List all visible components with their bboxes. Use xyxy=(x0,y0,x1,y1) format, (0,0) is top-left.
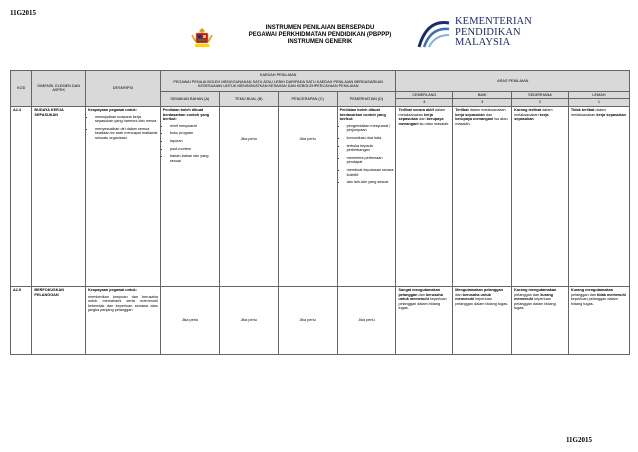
semakan-item: • minit mesyuarat xyxy=(170,124,217,129)
desk-item: • mewujudkan suasana kerja sepasukan yang harmoni dan mesra xyxy=(95,115,158,124)
pemerhatian-item: • pengendalian mesyuarat / perjumpaan xyxy=(347,124,394,133)
title-line-1: INSTRUMEN PENILAIAN BERSEPADU xyxy=(265,25,375,31)
header-baik: BAIK xyxy=(453,91,512,99)
header-pemerhatian: PEMERHATIAN (D) xyxy=(337,91,396,106)
kpm-logo xyxy=(415,16,532,59)
header-temubual: TEMU BUAL (B) xyxy=(219,91,278,106)
header-kaedah-title: KAEDAH PENILAIAN xyxy=(259,73,297,77)
semakan-item: • post-mortem xyxy=(170,147,217,152)
header-kaedah xyxy=(160,71,396,92)
logo-line-2: PENDIDIKAN xyxy=(455,26,521,38)
row-pemerhatian xyxy=(337,106,396,286)
level-baik: Mengutamakan pelanggan dan berusaha untuk memenuhi keperluan pelanggan dalam bidang tugas. xyxy=(453,286,512,354)
header-pencerapan: PENCERAPAN (C) xyxy=(278,91,337,106)
table-row xyxy=(11,106,630,286)
pemerhatian-item: • membuat keputusan secara kolektif xyxy=(347,168,394,177)
pemerhatian-item: • komunikasi dua hala xyxy=(347,136,394,141)
desk-title: Keupayaan pegawai untuk: xyxy=(87,107,137,112)
level-lemah: Kurang mengutamakan pelanggan dan tidak memenuhi keperluan pelanggan dalam bidang tugas. xyxy=(568,286,629,354)
document-code-top: 11G2015 xyxy=(10,9,37,17)
row-temubual: Jika perlu xyxy=(219,286,278,354)
assessment-table xyxy=(10,70,630,355)
row-aspek: BERFOKUSKAN PELANGGAN xyxy=(32,286,86,354)
level-baik: Terlibat dalam melaksanakan kerja sepasukan dan berupaya menangani isu atau masalah. xyxy=(453,106,512,286)
kpm-emblem-icon xyxy=(415,17,453,51)
row-aspek: BUDAYA KERJA SEPASUKAN xyxy=(32,106,86,286)
logo-line-3: MALAYSIA xyxy=(455,37,511,48)
pemerhatian-item: • dan lain-lain yang sesuai xyxy=(347,180,394,185)
score-2: 2 xyxy=(512,99,569,107)
header-dimensi: DIMENSI, ELEMEN DAN ASPEK xyxy=(32,71,86,107)
score-4: 4 xyxy=(396,99,453,107)
row-kod: A2.5 xyxy=(11,286,32,354)
level-cemerlang: Sangat mengutamakan pelanggan dan berusaha untuk memenuhi keperluan pelanggan dalam bidang tugas. xyxy=(396,286,453,354)
score-1: 1 xyxy=(568,99,629,107)
row-deskripsi xyxy=(85,286,160,354)
row-pemerhatian: Jika perlu xyxy=(337,286,396,354)
row-semakan: Jika perlu xyxy=(160,286,219,354)
header-sederhana: SEDERHANA xyxy=(512,91,569,99)
row-pencerapan: Jika perlu xyxy=(278,286,337,354)
header-kaedah-note: PEGAWAI PENILAI BOLEH MENGGUNAKAN SATU ATAU LEBIH DARIPADA SATU KAEDAH PENILAIAN BERDASARKAN KESESUAIAN UNTUK MENINGKATKAN KESAHAN DAN KEBOLEHPERCAYAAN PENILAIAN xyxy=(173,79,384,89)
pemerhatian-item: • terbuka kepada pertimbangan xyxy=(347,144,394,153)
row-temubual: Jika perlu xyxy=(219,106,278,286)
semakan-item: • buku program xyxy=(170,131,217,136)
pemerhatian-title: Penilaian boleh dibuat berdasarkan contoh yang berikut: xyxy=(339,107,386,122)
document-code-bottom: 11G2015 xyxy=(565,436,592,444)
logo-line-1: KEMENTERIAN xyxy=(455,16,532,27)
desk-text: memberikan tumpuan dan berusaha untuk memahami serta memenuhi kehendak dan keperluan semasa atau jangka panjang pelanggan xyxy=(87,294,158,313)
title-line-2: PEGAWAI PERKHIDMATAN PENDIDIKAN (PBPPP) xyxy=(248,32,392,38)
desk-item: • menyesuaikan diri dalam semua keadaan ke arah mencapai matlamat sesuatu organisasi xyxy=(95,127,158,141)
header-semakan: SEMAKAN BAHAN (A) xyxy=(160,91,219,106)
row-pencerapan: Jika perlu xyxy=(278,106,337,286)
semakan-item: • bahan-bahan lain yang sesuai xyxy=(170,154,217,163)
row-deskripsi xyxy=(85,106,160,286)
header-cemerlang: CEMERLANG xyxy=(396,91,453,99)
semakan-title: Penilaian boleh dibuat berdasarkan contoh yang berikut: xyxy=(162,107,210,122)
header-kod: KOD xyxy=(11,71,32,107)
pemerhatian-item: • menerima perbezaan pendapat xyxy=(347,156,394,165)
level-sederhana: Kurang mengutamakan pelanggan dan kurang memenuhi keperluan pelanggan dalam bidang tugas. xyxy=(512,286,569,354)
desk-title: Keupayaan pegawai untuk: xyxy=(87,287,137,292)
level-cemerlang: Terlibat secara aktif dalam melaksanakan kerja sepasukan dan berupaya menangani isu atau masalah. xyxy=(396,106,453,286)
header-deskripsi: DESKRIPSI xyxy=(85,71,160,107)
level-lemah: Tidak terlibat dalam melaksanakan kerja sepasukan xyxy=(568,106,629,286)
level-sederhana: Kurang terlibat dalam melaksanakan kerja sepasukan xyxy=(512,106,569,286)
title-line-3: INSTRUMEN GENERIK xyxy=(287,39,353,45)
header-aras: ARAS PENILAIAN xyxy=(396,71,630,92)
score-3: 3 xyxy=(453,99,512,107)
row-semakan xyxy=(160,106,219,286)
row-kod: A2.4 xyxy=(11,106,32,286)
document-title xyxy=(200,25,440,46)
header-lemah: LEMAH xyxy=(568,91,629,99)
table-row xyxy=(11,286,630,354)
semakan-item: • laporan xyxy=(170,139,217,144)
